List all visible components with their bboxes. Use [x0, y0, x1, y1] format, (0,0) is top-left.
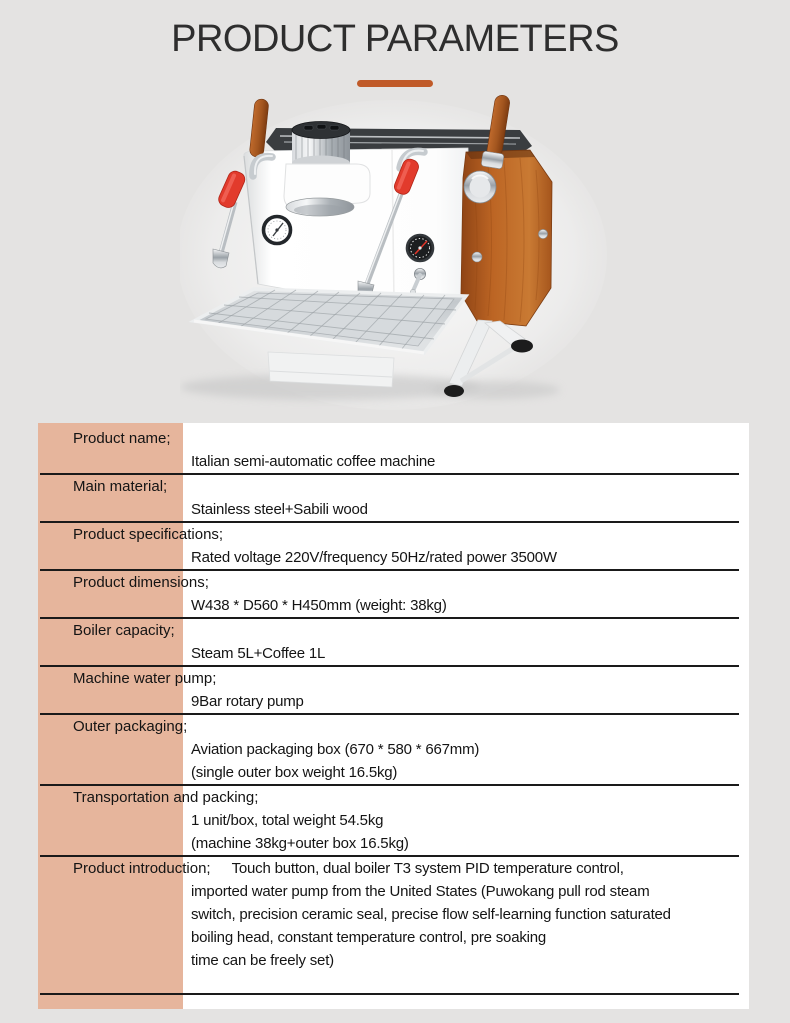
spec-label: Product specifications;: [73, 526, 224, 543]
spec-row: [40, 475, 739, 523]
spec-label: Outer packaging;: [73, 718, 188, 735]
spec-value: (single outer box weight 16.5kg): [191, 764, 398, 781]
spec-row: [40, 619, 739, 667]
spec-label: Transportation and packing;: [73, 789, 259, 806]
spec-label: Main material;: [73, 478, 168, 495]
spec-value: (machine 38kg+outer box 16.5kg): [191, 835, 409, 852]
spec-value: 9Bar rotary pump: [191, 693, 304, 710]
spec-value: Steam 5L+Coffee 1L: [191, 645, 326, 662]
spec-label: Product name;: [73, 430, 171, 447]
rubber-foot: [444, 385, 464, 397]
spec-table: [38, 423, 749, 1009]
title-underline-decoration: [357, 80, 433, 87]
spec-label-line: [40, 786, 739, 809]
spec-value: Aviation packaging box (670 * 580 * 667mm): [191, 741, 480, 758]
spec-label: Machine water pump;: [73, 670, 217, 687]
spec-label-line: [40, 619, 739, 642]
spec-value: boiling head, constant temperature control, pre soaking: [191, 929, 547, 946]
spec-value: 1 unit/box, total weight 54.5kg: [191, 812, 384, 829]
spec-label-line: [40, 715, 739, 738]
left-pressure-gauge: [264, 217, 291, 244]
spec-label-line: [40, 475, 739, 498]
spec-value: Italian semi-automatic coffee machine: [191, 453, 436, 470]
spec-row: [40, 427, 739, 475]
spec-row: [40, 857, 739, 995]
spec-row: [40, 571, 739, 619]
spec-label-line: [40, 857, 739, 880]
spec-label: Product introduction;: [73, 860, 211, 877]
machine-base: [268, 352, 394, 387]
spec-rows: [38, 427, 749, 995]
rubber-foot: [511, 340, 533, 353]
spec-label: Boiler capacity;: [73, 622, 175, 639]
spec-row: [40, 786, 739, 857]
spec-row: [40, 523, 739, 571]
spec-label-line: [40, 427, 739, 450]
spec-value: time can be freely set): [191, 952, 334, 969]
spec-value-inline: Touch button, dual boiler T3 system PID temperature control,: [231, 860, 624, 877]
product-photo: [180, 90, 610, 420]
spec-value: Stainless steel+Sabili wood: [191, 501, 368, 518]
spec-value: imported water pump from the United States (Puwokang pull rod steam: [191, 883, 650, 900]
spec-value: Rated voltage 220V/frequency 50Hz/rated power 3500W: [191, 549, 557, 566]
coffee-machine-illustration: [180, 90, 610, 420]
spec-label-line: [40, 523, 739, 546]
spec-label-line: [40, 667, 739, 690]
panel-button: [538, 229, 547, 238]
steam-knob: [464, 171, 496, 203]
spec-label: Product dimensions;: [73, 574, 209, 591]
spec-value: switch, precision ceramic seal, precise flow self-learning function saturated: [191, 906, 671, 923]
spec-row: [40, 715, 739, 786]
spec-row: [40, 667, 739, 715]
panel-button: [472, 252, 482, 262]
spec-value: W438 * D560 * H450mm (weight: 38kg): [191, 597, 447, 614]
spec-label-line: [40, 571, 739, 594]
page-title: PRODUCT PARAMETERS: [171, 18, 619, 60]
center-pressure-gauge: [407, 235, 433, 261]
